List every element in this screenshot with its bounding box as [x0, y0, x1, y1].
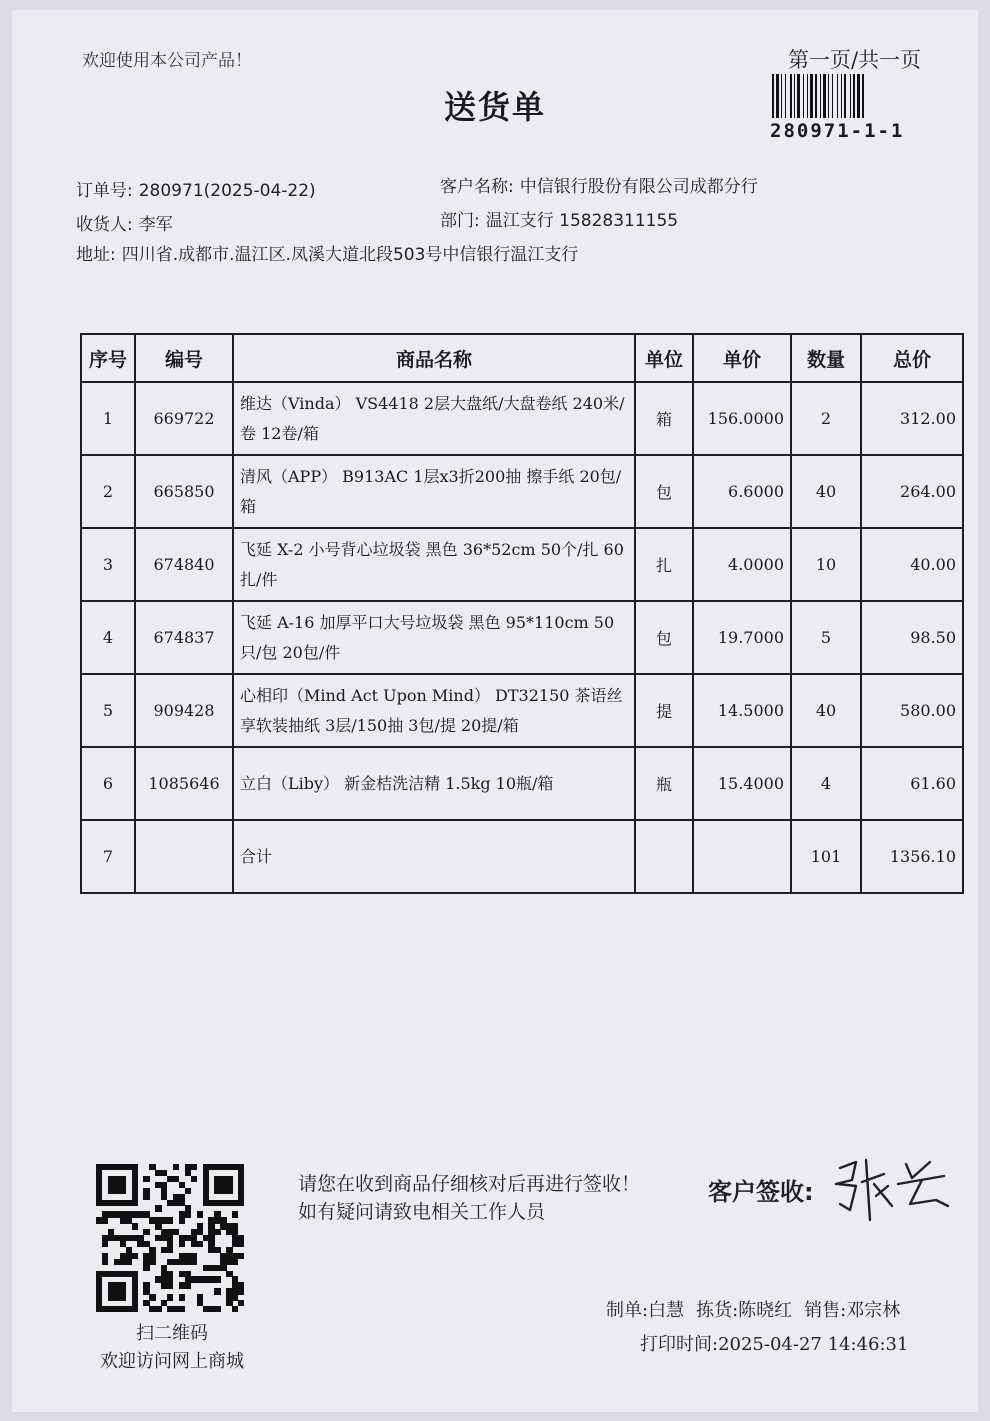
- row-product-name: 清风（APP） B913AC 1层x3折200抽 擦手纸 20包/箱: [233, 455, 635, 528]
- row-index: 7: [81, 820, 135, 893]
- receiver-value: 李军: [138, 215, 173, 235]
- order-number-label: 订单号:: [76, 181, 133, 201]
- header-code: 编号: [135, 334, 233, 382]
- table-row: [81, 601, 963, 674]
- row-index: 3: [81, 528, 135, 601]
- address-label: 地址:: [76, 245, 116, 265]
- row-quantity: 40: [791, 455, 861, 528]
- row-index: 6: [81, 747, 135, 820]
- qr-caption-scan: 扫二维码: [136, 1323, 208, 1344]
- receiver-label: 收货人:: [76, 215, 133, 235]
- header-unit-price: 单价: [693, 334, 791, 382]
- picker: 拣货:陈晓红: [696, 1300, 793, 1321]
- row-unit-price: 15.4000: [693, 747, 791, 820]
- qr-caption-visit: 欢迎访问网上商城: [100, 1351, 244, 1372]
- row-unit: 瓶: [635, 747, 693, 820]
- qr-code-icon: [96, 1164, 244, 1312]
- row-unit-price: 4.0000: [693, 528, 791, 601]
- table-row: [81, 455, 963, 528]
- row-unit: 包: [635, 601, 693, 674]
- barcode-icon: [772, 74, 944, 118]
- row-unit-price: 19.7000: [693, 601, 791, 674]
- customer-sign-label: 客户签收:: [708, 1178, 814, 1206]
- row-code: 665850: [135, 455, 233, 528]
- row-total: 40.00: [861, 528, 963, 601]
- customer-label: 客户名称:: [440, 177, 514, 197]
- department-value: 温江支行 15828311155: [485, 211, 679, 231]
- table-row: [81, 382, 963, 455]
- row-unit: 包: [635, 455, 693, 528]
- table-row: [81, 674, 963, 747]
- row-index: 4: [81, 601, 135, 674]
- row-unit-price: 14.5000: [693, 674, 791, 747]
- header-total: 总价: [861, 334, 963, 382]
- row-unit: 箱: [635, 382, 693, 455]
- grand-total: 1356.10: [861, 820, 963, 893]
- department-field: [440, 206, 678, 231]
- row-code: 669722: [135, 382, 233, 455]
- welcome-text: 欢迎使用本公司产品！: [82, 51, 252, 71]
- qr-caption: [82, 1320, 262, 1376]
- row-quantity: 2: [791, 382, 861, 455]
- row-total: 264.00: [861, 455, 963, 528]
- table-total-row: [81, 820, 963, 893]
- row-product-name: 飞延 A-16 加厚平口大号垃圾袋 黑色 95*110cm 50只/包 20包/件: [233, 601, 635, 674]
- staff-line: [606, 1296, 912, 1322]
- row-unit: 提: [635, 674, 693, 747]
- row-total: 98.50: [861, 601, 963, 674]
- order-number-value: 280971(2025-04-22): [138, 181, 316, 201]
- table-header-row: [81, 334, 963, 382]
- row-unit-price: 6.6000: [693, 455, 791, 528]
- row-quantity: 40: [791, 674, 861, 747]
- row-index: 1: [81, 382, 135, 455]
- table-row: [81, 528, 963, 601]
- row-code: [135, 820, 233, 893]
- row-product-name: 立白（Liby） 新金桔洗洁精 1.5kg 10瓶/箱: [233, 747, 635, 820]
- verification-notice: 请您在收到商品仔细核对后再进行签收！如有疑问请致电相关工作人员: [298, 1173, 641, 1223]
- row-quantity: 10: [791, 528, 861, 601]
- table-row: [81, 747, 963, 820]
- row-product-name: 飞延 X-2 小号背心垃圾袋 黑色 36*52cm 50个/扎 60扎/件: [233, 528, 635, 601]
- row-code: 674837: [135, 601, 233, 674]
- row-quantity: 5: [791, 601, 861, 674]
- handwritten-signature: [826, 1150, 956, 1230]
- row-index: 5: [81, 674, 135, 747]
- row-code: 909428: [135, 674, 233, 747]
- department-label: 部门:: [440, 211, 480, 231]
- row-unit-price: 156.0000: [693, 382, 791, 455]
- barcode-number: 280971-1-1: [770, 120, 905, 142]
- row-unit-price: [693, 820, 791, 893]
- customer-value: 中信银行股份有限公司成都分行: [519, 177, 758, 197]
- row-quantity: 4: [791, 747, 861, 820]
- address-field: [76, 240, 578, 265]
- row-code: 674840: [135, 528, 233, 601]
- address-value: 四川省.成都市.温江区.凤溪大道北段503号中信银行温江支行: [121, 245, 579, 265]
- page-info: 第一页/共一页: [788, 48, 922, 72]
- row-total: 312.00: [861, 382, 963, 455]
- row-total: 61.60: [861, 747, 963, 820]
- customer-field: [440, 172, 758, 197]
- maker: 制单:白慧: [606, 1300, 685, 1321]
- print-time: 打印时间:2025-04-27 14:46:31: [640, 1334, 909, 1355]
- order-number-field: [76, 176, 316, 201]
- row-total: 580.00: [861, 674, 963, 747]
- row-product-name: 维达（Vinda） VS4418 2层大盘纸/大盘卷纸 240米/卷 12卷/箱: [233, 382, 635, 455]
- salesperson: 销售:邓宗林: [804, 1300, 901, 1321]
- receiver-field: [76, 210, 173, 235]
- total-label: 合计: [233, 820, 635, 893]
- row-index: 2: [81, 455, 135, 528]
- row-unit: 扎: [635, 528, 693, 601]
- document-title: 送货单: [443, 88, 546, 126]
- row-code: 1085646: [135, 747, 233, 820]
- header-unit: 单位: [635, 334, 693, 382]
- header-index: 序号: [81, 334, 135, 382]
- header-product-name: 商品名称: [233, 334, 635, 382]
- items-table: [80, 333, 964, 894]
- header-quantity: 数量: [791, 334, 861, 382]
- total-quantity: 101: [791, 820, 861, 893]
- row-unit: [635, 820, 693, 893]
- row-product-name: 心相印（Mind Act Upon Mind） DT32150 茶语丝享软装抽纸 3层/150抽 3包/提 20提/箱: [233, 674, 635, 747]
